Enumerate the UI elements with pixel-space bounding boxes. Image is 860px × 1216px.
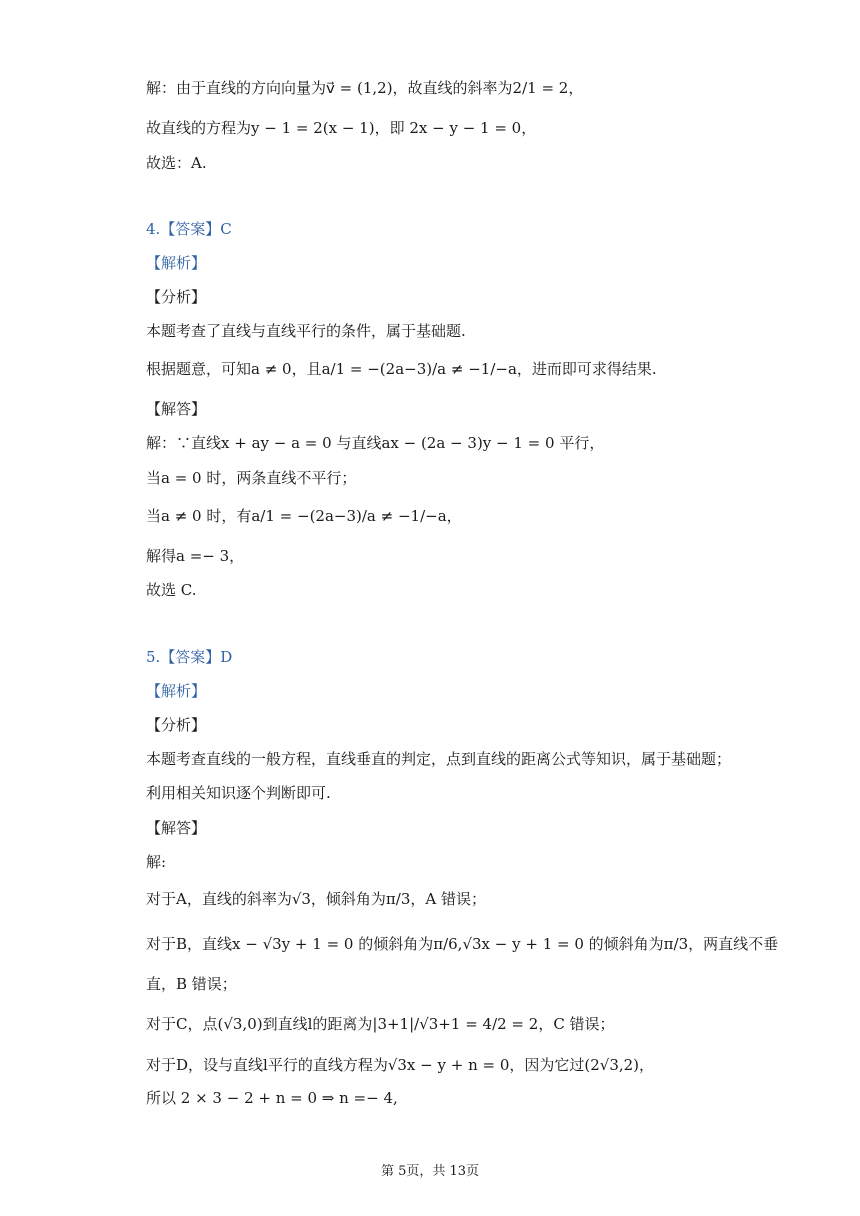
text-line: 本题考查了直线与直线平行的条件，属于基础题. [146,322,466,340]
page-footer: 第 5页，共 13页 [380,1164,480,1179]
text-line: 当a = 0 时，两条直线不平行； [146,469,357,487]
text-line: 根据题意，可知a ≠ 0，且a/1 = −(2a−3)/a ≠ −1/−a，进而即可求得结果. [146,360,657,378]
text-line: 所以 2 × 3 − 2 + n = 0 ⇒ n =− 4, [146,1089,398,1107]
text-line: 解: [146,853,167,871]
text-line: 对于B，直线x − √3y + 1 = 0 的倾斜角为π/6,√3x − y + 1 = 0 的倾斜角为π/3，两直线不垂 [146,935,779,953]
text-line: 本题考查直线的一般方程，直线垂直的判定，点到直线的距离公式等知识，属于基础题； [146,750,732,768]
text-line: 对于C，点(√3,0)到直线l的距离为|3+1|/√3+1 = 4/2 = 2，C 错误； [146,1015,615,1033]
text-line: 直，B 错误； [146,975,237,993]
text-line: 解：由于直线的方向向量为v⃗ = (1,2)，故直线的斜率为2/1 = 2， [146,79,584,97]
answer-heading: 5.【答案】D [146,648,233,666]
text-line: 故选：A. [146,154,207,172]
text-line: 当a ≠ 0 时，有a/1 = −(2a−3)/a ≠ −1/−a， [146,507,462,525]
text-line: 解：∵直线x + ay − a = 0 与直线ax − (2a − 3)y − 1 = 0 平行， [146,434,605,452]
section-label: 【解答】 [146,819,207,837]
text-line: 故选 C. [146,581,197,599]
text-line: 对于A，直线的斜率为√3，倾斜角为π/3，A 错误； [146,890,486,908]
section-label: 【解析】 [146,682,207,700]
text-line: 故直线的方程为y − 1 = 2(x − 1)，即 2x − y − 1 = 0， [146,119,537,137]
section-label: 【分析】 [146,288,207,306]
text-line: 解得a =− 3， [146,547,245,565]
section-label: 【解析】 [146,254,207,272]
text-line: 对于D，设与直线l平行的直线方程为√3x − y + n = 0，因为它过(2√3,2)， [146,1056,655,1074]
section-label: 【解答】 [146,400,207,418]
answer-heading: 4.【答案】C [146,220,232,238]
section-label: 【分析】 [146,716,207,734]
text-line: 利用相关知识逐个判断即可. [146,784,331,802]
